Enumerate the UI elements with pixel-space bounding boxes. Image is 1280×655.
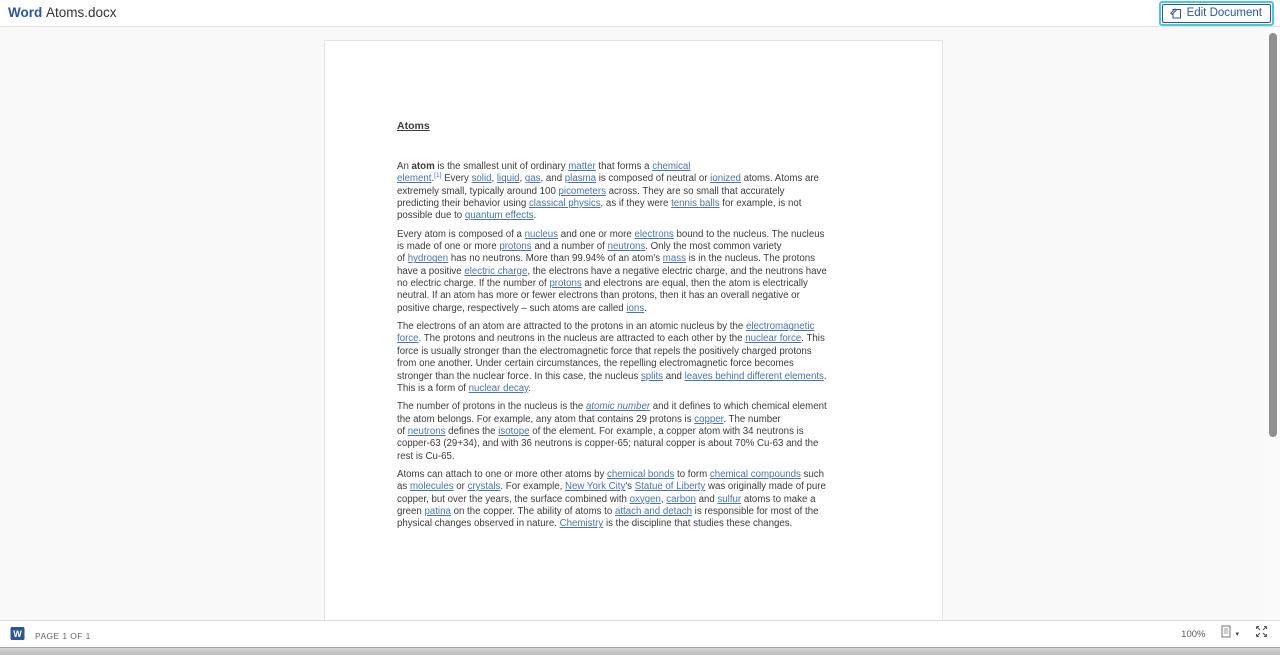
document-viewport (0, 28, 1280, 620)
text-run: Atoms can attach to one or more other atoms by (397, 468, 607, 480)
text-line (397, 278, 917, 290)
vertical-scrollbar-thumb[interactable] (1269, 33, 1277, 437)
zoom-level[interactable]: 100% (1181, 628, 1206, 640)
document-page (324, 40, 943, 620)
text-run: and (695, 493, 718, 505)
text-run: rest is Cu-65. (397, 450, 455, 462)
text-run: of (397, 253, 408, 265)
text-run: . (644, 302, 647, 314)
document-link[interactable]: tennis balls (671, 198, 720, 210)
document-filename: Atoms.docx (46, 5, 117, 20)
text-run: is the smallest unit of ordinary (434, 161, 569, 172)
edit-document-label: Edit Document (1186, 7, 1262, 19)
paragraph (397, 229, 917, 315)
text-line (397, 451, 917, 463)
text-run: . The number (723, 413, 781, 425)
text-run: , as if they were (600, 198, 672, 210)
text-run: atom (411, 161, 435, 172)
text-run: green (397, 505, 425, 517)
document-link[interactable]: electromagnetic (745, 321, 815, 333)
text-run: . This (801, 333, 825, 345)
text-run: that forms a (595, 161, 653, 172)
text-run: is composed of neutral or (596, 173, 711, 185)
text-line (397, 481, 917, 493)
document-link[interactable]: plasma (564, 173, 597, 185)
document-link[interactable]: protons (549, 278, 582, 290)
document-link[interactable]: carbon (666, 493, 696, 505)
text-run: across. They are so small that accurately (605, 185, 785, 197)
text-run: neutral. If an atom has more or fewer electrons than protons, then it has an overall negative or (397, 290, 800, 302)
text-line (397, 494, 917, 506)
fullscreen-icon (1255, 625, 1268, 643)
page-indicator: PAGE 1 OF 1 (35, 631, 91, 641)
text-run: is made of one or more (397, 241, 500, 253)
document-link[interactable]: solid (471, 173, 492, 185)
app-logo[interactable]: Word (8, 5, 43, 20)
text-run: This is a form of (397, 382, 469, 394)
document-link[interactable]: chemical bonds (607, 468, 675, 480)
text-run: . The protons and neutrons in the nucleus are attracted to each other by the (418, 333, 746, 345)
text-run: possible due to (397, 210, 465, 222)
document-link[interactable]: atomic number (586, 401, 651, 413)
text-run: have a positive (397, 265, 465, 277)
text-line (397, 518, 917, 530)
document-link[interactable]: gas (524, 173, 541, 185)
document-link[interactable]: nuclear force (745, 333, 802, 345)
paragraph (397, 469, 917, 531)
document-link[interactable]: chemical compounds (709, 468, 801, 480)
text-run: Every atom is composed of a (397, 228, 525, 240)
text-run: . (528, 382, 531, 394)
text-run: such (800, 468, 825, 480)
text-line (397, 371, 917, 383)
text-run: The electrons of an atom are attracted to the protons in an atomic nucleus by the (397, 321, 746, 333)
text-run: is in the nucleus. The protons (685, 253, 815, 265)
document-link[interactable]: molecules (409, 481, 454, 493)
document-link[interactable]: ions (626, 302, 645, 314)
text-run: predicting their behavior using (397, 198, 529, 210)
document-link[interactable]: leaves behind different elements (684, 370, 824, 382)
text-run: , (660, 493, 667, 505)
document-link[interactable]: isotope (498, 425, 530, 437)
text-run: , the electrons have a negative electric charge, and the neutrons have (527, 265, 827, 277)
document-heading: Atoms (397, 120, 430, 132)
word-app-icon (10, 626, 25, 646)
document-link[interactable]: electric charge (464, 265, 528, 277)
text-run: stronger than the nuclear force. In this case, the nucleus (397, 370, 641, 382)
document-link[interactable]: sulfur (717, 493, 742, 505)
text-run: , (519, 173, 525, 185)
reading-view-icon (1221, 625, 1231, 643)
document-link[interactable]: Chemistry (559, 518, 604, 530)
text-run: and one or more (558, 228, 635, 240)
text-run: and a number of (531, 241, 608, 253)
text-run: the atom belongs. For example, any atom that contains 29 protons is (397, 413, 695, 425)
chevron-down-icon: ▾ (1235, 630, 1239, 638)
edit-document-highlight (1159, 1, 1274, 26)
text-run: and (663, 370, 685, 382)
text-run: and electrons are equal, then the atom is electrically (581, 278, 808, 290)
text-run: The number of protons in the nucleus is the (397, 401, 587, 413)
document-link[interactable]: Statue of Liberty (634, 481, 706, 493)
page-indicator-button[interactable] (10, 626, 91, 646)
text-run: has no neutrons. More than 99.94% of an atom's (448, 253, 663, 265)
text-line (397, 383, 917, 395)
text-line (397, 506, 917, 518)
text-run: for example, is not (719, 198, 802, 210)
document-link[interactable]: neutrons (607, 241, 646, 253)
text-run: . For example, (500, 481, 566, 493)
document-link[interactable]: quantum effects (464, 210, 534, 222)
app-header (0, 0, 1280, 27)
text-line (397, 414, 917, 426)
document-link[interactable]: neutrons (407, 425, 446, 437)
text-run: , (491, 173, 497, 185)
text-line (397, 426, 917, 438)
fullscreen-button[interactable] (1255, 625, 1268, 643)
text-run: was originally made of pure (705, 481, 826, 493)
document-link[interactable]: nucleus (524, 228, 559, 240)
text-line (397, 210, 917, 222)
document-link[interactable]: copper (694, 413, 724, 425)
text-run: positive charge, respectively – such atoms are called (397, 302, 627, 314)
svg-text:W: W (13, 629, 22, 639)
text-run: An (397, 161, 412, 172)
document-link[interactable]: liquid (496, 173, 520, 185)
text-line (397, 346, 917, 358)
document-link[interactable]: protons (499, 241, 532, 253)
text-run: extremely small, typically around 100 (397, 185, 559, 197)
text-run: on the copper. The ability of atoms to (450, 505, 615, 517)
document-link[interactable]: ionized (710, 173, 741, 185)
document-link[interactable]: force (397, 333, 419, 345)
document-link[interactable]: chemical (652, 161, 691, 172)
text-line (397, 266, 917, 278)
document-link[interactable]: New York City (565, 481, 626, 493)
text-line (397, 241, 917, 253)
text-run: . (431, 173, 435, 185)
text-line (397, 173, 917, 185)
text-line (397, 303, 917, 315)
edit-document-icon (1170, 7, 1182, 19)
text-run: is the discipline that studies these changes. (603, 518, 793, 530)
text-run: 's (625, 481, 635, 493)
text-line (397, 333, 917, 345)
status-bar-controls (1181, 625, 1268, 643)
paragraph (397, 161, 917, 223)
text-run: atoms. Atoms are (740, 173, 819, 185)
document-link[interactable]: [1] (434, 172, 442, 180)
text-run: to form (674, 468, 710, 480)
text-line (397, 469, 917, 481)
paragraph (397, 321, 917, 395)
text-run: defines the (445, 425, 499, 437)
document-link[interactable]: oxygen (629, 493, 661, 505)
document-link[interactable]: classical physics (528, 198, 601, 210)
status-bar (0, 620, 1280, 647)
text-run: physical changes observed in nature. (397, 518, 560, 530)
page-view-button[interactable] (1221, 625, 1239, 643)
text-line (397, 229, 917, 241)
text-line (397, 253, 917, 265)
document-link[interactable]: attach and detach (614, 505, 692, 517)
text-run: of the element. For example, a copper atom with 34 neutrons is (529, 425, 804, 437)
edit-document-button[interactable] (1162, 4, 1271, 23)
text-run: and it defines to which chemical element (650, 401, 827, 413)
text-run: or (453, 481, 468, 493)
text-line (397, 438, 917, 450)
text-run: Every (441, 173, 472, 185)
text-line (397, 290, 917, 302)
document-link[interactable]: electrons (634, 228, 674, 240)
text-run: . (533, 210, 537, 222)
document-link[interactable]: nuclear decay (468, 382, 529, 394)
text-run: from one another. Under certain circumstances, the repelling electromagnetic force becomes (397, 358, 794, 370)
document-link[interactable]: crystals (467, 481, 501, 493)
document-link[interactable]: patina (424, 505, 451, 517)
document-link[interactable]: hydrogen (407, 253, 449, 265)
document-body (397, 161, 917, 531)
text-line (397, 186, 917, 198)
text-run: is responsible for most of the (691, 505, 819, 517)
document-link[interactable]: mass (662, 253, 686, 265)
document-content (397, 120, 917, 537)
text-line (397, 161, 917, 173)
text-run: copper, but over the years, the surface combined with (397, 493, 630, 505)
text-run: no electric charge. If the number of (397, 278, 550, 290)
paragraph (397, 401, 917, 463)
text-run: force is usually stronger than the electromagnetic force that repels the positively charged protons (397, 345, 812, 357)
text-line (397, 358, 917, 370)
text-run: copper-63 (29+34), and with 36 neutrons is copper-65; natural copper is about 70% Cu-63 and the (397, 438, 819, 450)
text-run: . Only the most common variety (645, 241, 782, 253)
text-run: as (397, 481, 410, 493)
text-line (397, 198, 917, 210)
window-bottom-strip (0, 647, 1280, 655)
text-run: of (397, 425, 408, 437)
document-link[interactable]: picometers (558, 185, 606, 197)
vertical-scrollbar[interactable] (1264, 28, 1280, 620)
document-link[interactable]: element (397, 173, 432, 185)
text-run: bound to the nucleus. The nucleus (673, 228, 825, 240)
text-run: . (823, 370, 827, 382)
text-line (397, 401, 917, 413)
text-line (397, 321, 917, 333)
document-link[interactable]: splits (640, 370, 664, 382)
document-link[interactable]: matter (568, 161, 596, 172)
text-run: atoms to make a (741, 493, 816, 505)
text-run: , and (540, 173, 565, 185)
